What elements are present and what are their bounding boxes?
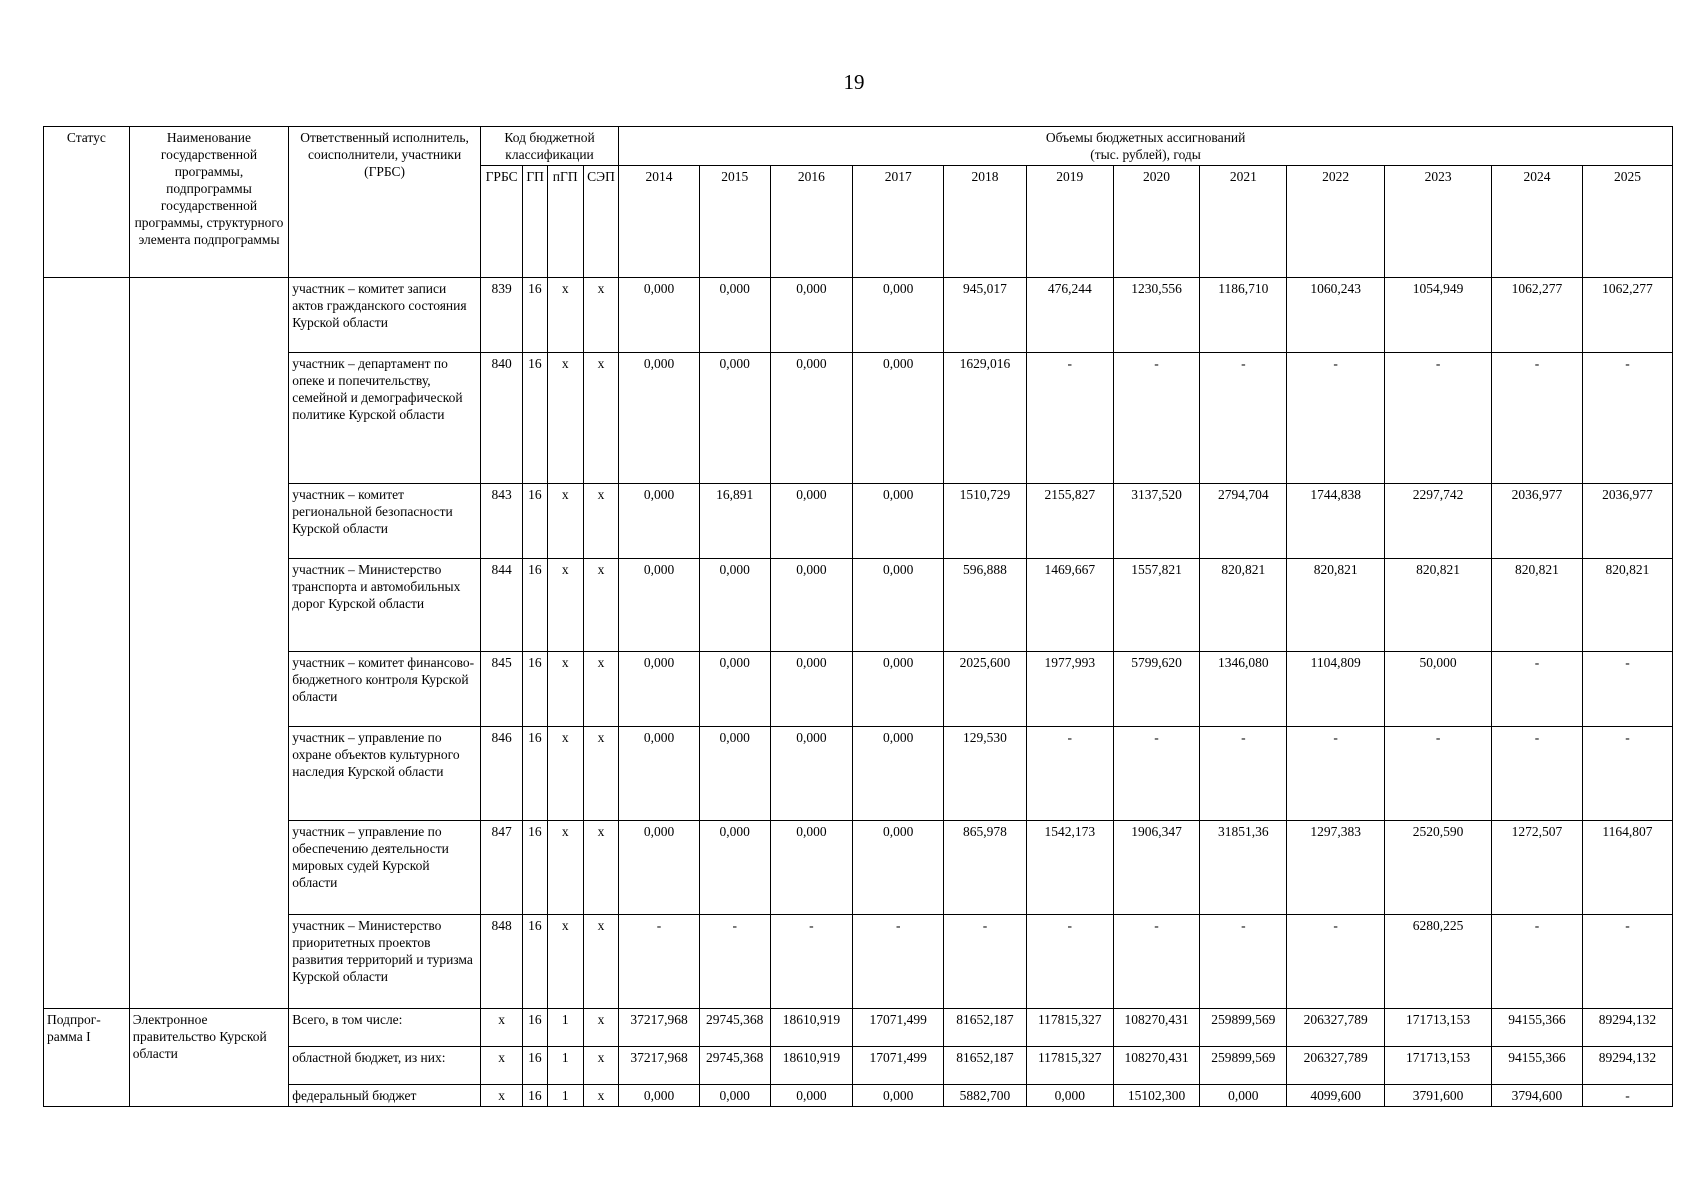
value-cell: 0,000 [853, 821, 944, 915]
value-cell: 0,000 [699, 353, 770, 484]
table-row [44, 1047, 1673, 1085]
code-cell: 1 [547, 1009, 583, 1047]
code-cell: х [480, 1009, 522, 1047]
code-cell: 16 [523, 1085, 547, 1107]
value-cell: 3794,600 [1492, 1085, 1583, 1107]
value-cell: 1062,277 [1492, 278, 1583, 353]
header-allocations-title: Объемы бюджетных ассигнований [1045, 130, 1246, 145]
code-cell: 16 [523, 353, 547, 484]
header-year: 2021 [1200, 166, 1287, 278]
value-cell: 50,000 [1385, 652, 1492, 727]
value-cell: 259899,569 [1200, 1047, 1287, 1085]
header-year: 2022 [1287, 166, 1385, 278]
header-executor: Ответственный исполнитель, соисполнители, участники (ГРБС) [289, 127, 481, 278]
value-cell: 259899,569 [1200, 1009, 1287, 1047]
value-cell: 1977,993 [1026, 652, 1113, 727]
value-cell: 820,821 [1287, 559, 1385, 652]
value-cell: - [770, 915, 853, 1009]
value-cell: 0,000 [619, 821, 700, 915]
header-code-sep: СЭП [583, 166, 618, 278]
table-row [44, 278, 1673, 353]
value-cell: 1230,556 [1113, 278, 1200, 353]
code-cell: х [547, 821, 583, 915]
value-cell: 0,000 [619, 559, 700, 652]
value-cell: 81652,187 [944, 1047, 1027, 1085]
code-cell: 840 [480, 353, 522, 484]
code-cell: 16 [523, 821, 547, 915]
value-cell: 16,891 [699, 484, 770, 559]
table-row [44, 727, 1673, 821]
value-cell: 820,821 [1385, 559, 1492, 652]
value-cell: - [1026, 727, 1113, 821]
value-cell: 2520,590 [1385, 821, 1492, 915]
code-cell: 16 [523, 652, 547, 727]
executor-cell: областной бюджет, из них: [289, 1047, 481, 1085]
value-cell: - [1200, 915, 1287, 1009]
code-cell: 839 [480, 278, 522, 353]
executor-cell: участник – департамент по опеке и попечительству, семейной и демографической политике Курской области [289, 353, 481, 484]
value-cell: - [1385, 353, 1492, 484]
value-cell: 820,821 [1492, 559, 1583, 652]
value-cell: 1054,949 [1385, 278, 1492, 353]
header-year: 2019 [1026, 166, 1113, 278]
value-cell: - [1492, 727, 1583, 821]
value-cell: - [1113, 727, 1200, 821]
value-cell: 5799,620 [1113, 652, 1200, 727]
header-code-grbs: ГРБС [480, 166, 522, 278]
table-row [44, 353, 1673, 484]
code-cell: 844 [480, 559, 522, 652]
value-cell: 0,000 [699, 727, 770, 821]
value-cell: 108270,431 [1113, 1047, 1200, 1085]
code-cell: 1 [547, 1085, 583, 1107]
executor-cell: участник – комитет финансово-бюджетного контроля Курской области [289, 652, 481, 727]
value-cell: - [1492, 652, 1583, 727]
value-cell: 0,000 [770, 727, 853, 821]
code-cell: х [583, 1085, 618, 1107]
value-cell: 0,000 [770, 821, 853, 915]
value-cell: 1510,729 [944, 484, 1027, 559]
value-cell: 1906,347 [1113, 821, 1200, 915]
value-cell: 4099,600 [1287, 1085, 1385, 1107]
value-cell: - [1492, 353, 1583, 484]
value-cell: - [1385, 727, 1492, 821]
value-cell: 820,821 [1200, 559, 1287, 652]
value-cell: 1629,016 [944, 353, 1027, 484]
code-cell: х [583, 278, 618, 353]
value-cell: 171713,153 [1385, 1047, 1492, 1085]
value-cell: 0,000 [770, 278, 853, 353]
value-cell: 37217,968 [619, 1047, 700, 1085]
value-cell: 81652,187 [944, 1009, 1027, 1047]
value-cell: 0,000 [699, 559, 770, 652]
value-cell: - [1113, 353, 1200, 484]
value-cell: 89294,132 [1582, 1047, 1672, 1085]
header-code-pgp: пГП [547, 166, 583, 278]
value-cell: 0,000 [853, 652, 944, 727]
value-cell: 1186,710 [1200, 278, 1287, 353]
value-cell: 945,017 [944, 278, 1027, 353]
code-cell: 845 [480, 652, 522, 727]
code-cell: х [480, 1047, 522, 1085]
value-cell: 0,000 [770, 484, 853, 559]
value-cell: 820,821 [1582, 559, 1672, 652]
value-cell: 0,000 [853, 1085, 944, 1107]
value-cell: 2155,827 [1026, 484, 1113, 559]
header-budget-code: Код бюджетной классификации [480, 127, 618, 166]
code-cell: х [547, 484, 583, 559]
value-cell: 0,000 [853, 353, 944, 484]
executor-cell: участник – Министерство транспорта и автомобильных дорог Курской области [289, 559, 481, 652]
value-cell: 1346,080 [1200, 652, 1287, 727]
value-cell: 0,000 [853, 559, 944, 652]
value-cell: 1062,277 [1582, 278, 1672, 353]
code-cell: 16 [523, 915, 547, 1009]
value-cell: 1164,807 [1582, 821, 1672, 915]
code-cell: 843 [480, 484, 522, 559]
value-cell: 18610,919 [770, 1009, 853, 1047]
value-cell: 0,000 [770, 652, 853, 727]
code-cell: х [583, 727, 618, 821]
value-cell: 3137,520 [1113, 484, 1200, 559]
code-cell: х [583, 484, 618, 559]
code-cell: 1 [547, 1047, 583, 1085]
value-cell: 1744,838 [1287, 484, 1385, 559]
value-cell: 117815,327 [1026, 1009, 1113, 1047]
table-row [44, 1085, 1673, 1107]
value-cell: 476,244 [1026, 278, 1113, 353]
value-cell: 0,000 [619, 278, 700, 353]
subprogram-name: Электронное правительство Курской области [129, 1009, 288, 1107]
value-cell: - [944, 915, 1027, 1009]
table-row [44, 1009, 1673, 1047]
header-year: 2024 [1492, 166, 1583, 278]
header-allocations-unit: (тыс. рублей), годы [1090, 147, 1201, 162]
value-cell: 0,000 [1026, 1085, 1113, 1107]
value-cell: 0,000 [619, 353, 700, 484]
value-cell: 94155,366 [1492, 1047, 1583, 1085]
header-year: 2015 [699, 166, 770, 278]
executor-cell: участник – управление по обеспечению деятельности мировых судей Курской области [289, 821, 481, 915]
code-cell: х [583, 1009, 618, 1047]
value-cell: 1272,507 [1492, 821, 1583, 915]
value-cell: 0,000 [699, 652, 770, 727]
code-cell: х [547, 727, 583, 821]
value-cell: - [1200, 353, 1287, 484]
code-cell: х [583, 1047, 618, 1085]
code-cell: 847 [480, 821, 522, 915]
value-cell: - [1492, 915, 1583, 1009]
value-cell: - [1582, 727, 1672, 821]
value-cell: 171713,153 [1385, 1009, 1492, 1047]
executor-cell: Всего, в том числе: [289, 1009, 481, 1047]
value-cell: 15102,300 [1113, 1085, 1200, 1107]
value-cell: 1469,667 [1026, 559, 1113, 652]
code-cell: 16 [523, 727, 547, 821]
program-name-cell-empty [129, 278, 288, 1009]
code-cell: х [547, 652, 583, 727]
code-cell: х [547, 559, 583, 652]
code-cell: х [583, 353, 618, 484]
value-cell: 0,000 [699, 1085, 770, 1107]
value-cell: 0,000 [699, 278, 770, 353]
value-cell: 17071,499 [853, 1009, 944, 1047]
value-cell: 596,888 [944, 559, 1027, 652]
value-cell: 2794,704 [1200, 484, 1287, 559]
value-cell: - [1287, 727, 1385, 821]
table-row [44, 484, 1673, 559]
value-cell: 17071,499 [853, 1047, 944, 1085]
value-cell: 1542,173 [1026, 821, 1113, 915]
header-program-name: Наименование государственной программы, подпрограммы государственной программы, структурного элемента подпрограммы [129, 127, 288, 278]
value-cell: 0,000 [699, 821, 770, 915]
value-cell: 0,000 [619, 727, 700, 821]
executor-cell: федеральный бюджет [289, 1085, 481, 1107]
table-row [44, 915, 1673, 1009]
executor-cell: участник – Министерство приоритетных проектов развития территорий и туризма Курской области [289, 915, 481, 1009]
value-cell: 89294,132 [1582, 1009, 1672, 1047]
executor-cell: участник – управление по охране объектов культурного наследия Курской области [289, 727, 481, 821]
value-cell: 0,000 [1200, 1085, 1287, 1107]
value-cell: 2036,977 [1492, 484, 1583, 559]
value-cell: 3791,600 [1385, 1085, 1492, 1107]
value-cell: 865,978 [944, 821, 1027, 915]
value-cell: 206327,789 [1287, 1009, 1385, 1047]
code-cell: 16 [523, 1009, 547, 1047]
value-cell: 29745,368 [699, 1009, 770, 1047]
budget-allocations-table [43, 126, 1673, 1107]
code-cell: 16 [523, 484, 547, 559]
value-cell: 0,000 [853, 278, 944, 353]
executor-cell: участник – комитет региональной безопасности Курской области [289, 484, 481, 559]
value-cell: 2297,742 [1385, 484, 1492, 559]
value-cell: 5882,700 [944, 1085, 1027, 1107]
value-cell: - [1582, 652, 1672, 727]
value-cell: 29745,368 [699, 1047, 770, 1085]
value-cell: 1557,821 [1113, 559, 1200, 652]
value-cell: - [853, 915, 944, 1009]
table-row [44, 652, 1673, 727]
value-cell: 94155,366 [1492, 1009, 1583, 1047]
value-cell: 2025,600 [944, 652, 1027, 727]
subprogram-status: Подпрог-рамма I [44, 1009, 130, 1107]
code-cell: 846 [480, 727, 522, 821]
header-year: 2023 [1385, 166, 1492, 278]
value-cell: 117815,327 [1026, 1047, 1113, 1085]
value-cell: 0,000 [619, 484, 700, 559]
status-cell-empty [44, 278, 130, 1009]
value-cell: 0,000 [619, 652, 700, 727]
executor-cell: участник – комитет записи актов гражданского состояния Курской области [289, 278, 481, 353]
value-cell: 206327,789 [1287, 1047, 1385, 1085]
value-cell: - [1026, 353, 1113, 484]
value-cell: - [1026, 915, 1113, 1009]
page-number: 19 [843, 70, 865, 94]
value-cell: - [1287, 915, 1385, 1009]
value-cell: 129,530 [944, 727, 1027, 821]
value-cell: 31851,36 [1200, 821, 1287, 915]
code-cell: 16 [523, 278, 547, 353]
value-cell: 18610,919 [770, 1047, 853, 1085]
header-code-gp: ГП [523, 166, 547, 278]
value-cell: - [1582, 1085, 1672, 1107]
value-cell: 0,000 [853, 727, 944, 821]
value-cell: 0,000 [619, 1085, 700, 1107]
value-cell: 1104,809 [1287, 652, 1385, 727]
table-row [44, 559, 1673, 652]
value-cell: - [1287, 353, 1385, 484]
value-cell: - [619, 915, 700, 1009]
code-cell: 16 [523, 559, 547, 652]
value-cell: - [1582, 353, 1672, 484]
header-year: 2025 [1582, 166, 1672, 278]
value-cell: 1297,383 [1287, 821, 1385, 915]
value-cell: 108270,431 [1113, 1009, 1200, 1047]
code-cell: х [480, 1085, 522, 1107]
code-cell: х [583, 559, 618, 652]
code-cell: х [547, 353, 583, 484]
code-cell: х [583, 821, 618, 915]
table-row [44, 821, 1673, 915]
value-cell: 1060,243 [1287, 278, 1385, 353]
header-year: 2018 [944, 166, 1027, 278]
value-cell: 2036,977 [1582, 484, 1672, 559]
value-cell: - [1200, 727, 1287, 821]
header-allocations [619, 127, 1673, 166]
header-status: Статус [44, 127, 130, 278]
code-cell: 848 [480, 915, 522, 1009]
value-cell: - [1113, 915, 1200, 1009]
code-cell: х [547, 278, 583, 353]
value-cell: 0,000 [770, 1085, 853, 1107]
code-cell: х [583, 652, 618, 727]
header-year: 2017 [853, 166, 944, 278]
value-cell: 0,000 [853, 484, 944, 559]
header-year: 2014 [619, 166, 700, 278]
value-cell: - [699, 915, 770, 1009]
value-cell: - [1582, 915, 1672, 1009]
header-year: 2016 [770, 166, 853, 278]
code-cell: х [583, 915, 618, 1009]
code-cell: х [547, 915, 583, 1009]
value-cell: 0,000 [770, 353, 853, 484]
value-cell: 0,000 [770, 559, 853, 652]
value-cell: 6280,225 [1385, 915, 1492, 1009]
code-cell: 16 [523, 1047, 547, 1085]
header-year: 2020 [1113, 166, 1200, 278]
value-cell: 37217,968 [619, 1009, 700, 1047]
